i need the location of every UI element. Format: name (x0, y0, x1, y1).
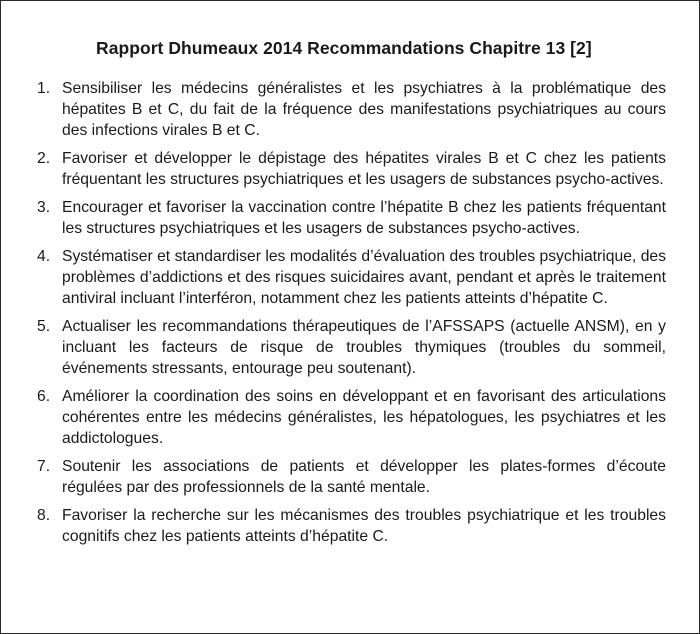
item-number: 6. (37, 388, 51, 405)
item-text: Soutenir les associations de patients et développer les plates-formes d’écoute régulées par des professionnels de la santé mentale. (62, 458, 666, 496)
item-text: Actualiser les recommandations thérapeutiques de l’AFSSAPS (actuelle ANSM), en y incluant les facteurs de risque de troubles thymiques (troubles du sommeil, événements stressants, entourage peu soutenant). (62, 318, 666, 377)
item-text: Sensibiliser les médecins généralistes et les psychiatres à la problématique des hépatites B et C, du fait de la fréquence des manifestations psychiatriques au cours des infections virales B et C. (62, 80, 666, 139)
list-item (1, 505, 700, 547)
recommendations-list (1, 78, 700, 554)
item-text: Encourager et favoriser la vaccination contre l’hépatite B chez les patients fréquentant les structures psychiatriques et les usagers de substances psycho-actives. (62, 199, 666, 237)
list-item (1, 316, 700, 379)
list-item (1, 148, 700, 190)
item-number: 3. (37, 199, 51, 216)
list-item (1, 78, 700, 141)
list-item (1, 197, 700, 239)
page-title: Rapport Dhumeaux 2014 Recommandations Chapitre 13 [2] (96, 38, 592, 58)
list-item (1, 246, 700, 309)
item-text: Favoriser la recherche sur les mécanismes des troubles psychiatrique et les troubles cognitifs chez les patients atteints d’hépatite C. (62, 507, 666, 545)
item-number: 4. (37, 248, 51, 265)
item-text: Favoriser et développer le dépistage des hépatites virales B et C chez les patients fréquentant les structures psychiatriques et les usagers de substances psycho-actives. (62, 150, 666, 188)
item-text: Améliorer la coordination des soins en développant et en favorisant des articulations cohérentes entre les médecins généralistes, les hépatologues, les psychiatres et les addictologues. (62, 388, 666, 447)
item-number: 7. (37, 458, 51, 475)
list-item (1, 456, 700, 498)
item-number: 5. (37, 318, 51, 335)
item-number: 8. (37, 507, 51, 524)
list-item (1, 386, 700, 449)
item-number: 2. (37, 150, 51, 167)
item-number: 1. (37, 80, 51, 97)
item-text: Systématiser et standardiser les modalités d’évaluation des troubles psychiatrique, des problèmes d’addictions et des risques suicidaires avant, pendant et après le traitement antiviral incluant l’interféron, notamment chez les patients atteints d’hépatite C. (62, 248, 666, 307)
